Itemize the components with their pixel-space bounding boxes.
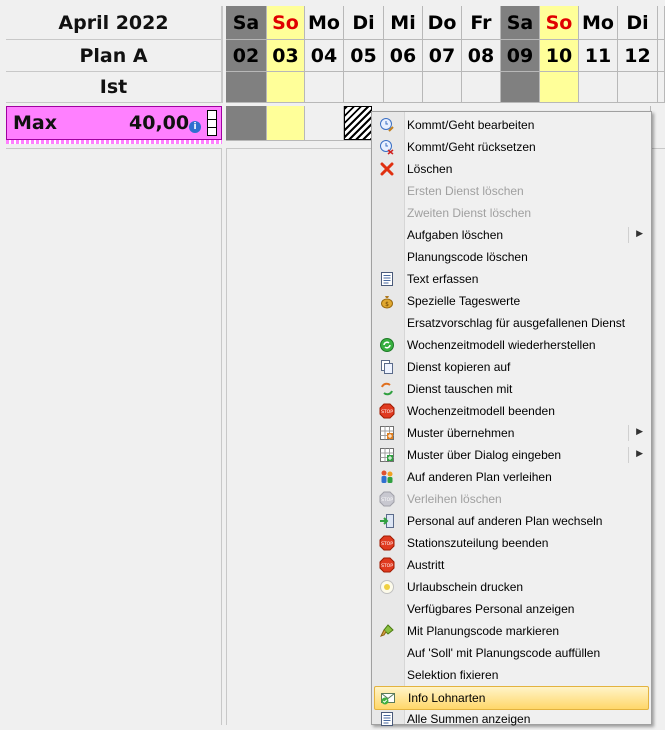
menu-item-label: Kommt/Geht bearbeiten xyxy=(407,118,535,132)
menu-item-personal-auf-anderen-plan-wechseln[interactable] xyxy=(374,510,649,532)
copy-icon xyxy=(379,359,395,375)
menu-item-label: Auf anderen Plan verleihen xyxy=(407,470,552,484)
menu-item-label: Mit Planungscode markieren xyxy=(407,624,560,638)
menu-item-löschen[interactable] xyxy=(374,158,649,180)
stop-icon xyxy=(379,403,395,419)
left-empty-area xyxy=(6,148,222,725)
day-name-cell[interactable]: Di xyxy=(618,6,658,40)
submenu-arrow-icon: ▶ xyxy=(636,448,643,458)
people-icon xyxy=(379,469,395,485)
svg-text:$: $ xyxy=(385,301,389,308)
ist-day-cell[interactable] xyxy=(579,72,618,103)
menu-item-alle-summen-anzeigen[interactable] xyxy=(374,708,649,730)
ist-day-cell[interactable] xyxy=(462,72,501,103)
employee-day-cell[interactable] xyxy=(267,106,305,140)
day-name-cell[interactable]: So xyxy=(540,6,579,40)
day-partial-cell xyxy=(658,72,665,103)
menu-item-label: Aufgaben löschen xyxy=(407,228,504,242)
day-number-cell[interactable]: 02 xyxy=(226,40,267,72)
clock-edit-icon xyxy=(379,117,395,133)
day-number-cell[interactable]: 08 xyxy=(462,40,501,72)
day-name-cell[interactable]: Di xyxy=(344,6,384,40)
money-bag-icon xyxy=(379,293,395,309)
menu-item-label: Austritt xyxy=(407,558,445,572)
menu-item-wochenzeitmodell-wiederherstellen[interactable] xyxy=(374,334,649,356)
menu-item-auf-anderen-plan-verleihen[interactable] xyxy=(374,466,649,488)
menu-item-verfügbares-personal-anzeigen[interactable] xyxy=(374,598,649,620)
day-name-cell[interactable]: Do xyxy=(423,6,462,40)
employee-day-cell[interactable] xyxy=(305,106,344,140)
menu-item-zweiten-dienst-löschen xyxy=(374,202,649,224)
day-name-cell[interactable]: Fr xyxy=(462,6,501,40)
ist-day-cell[interactable] xyxy=(384,72,423,103)
menu-item-ersatzvorschlag-für-ausgefallenen-dienst[interactable] xyxy=(374,312,649,334)
menu-item-label: Spezielle Tageswerte xyxy=(407,294,521,308)
day-partial-cell xyxy=(658,6,665,40)
menu-item-label: Auf 'Soll' mit Planungscode auffüllen xyxy=(407,646,601,660)
menu-item-urlaubschein-drucken[interactable] xyxy=(374,576,649,598)
grid-add-icon xyxy=(379,425,395,441)
day-name-cell[interactable]: Sa xyxy=(501,6,540,40)
menu-item-label: Info Lohnarten xyxy=(408,691,486,705)
employee-value: 40,00 xyxy=(129,112,190,134)
menu-item-austritt[interactable] xyxy=(374,554,649,576)
svg-text:STOP: STOP xyxy=(381,542,393,547)
menu-item-label: Ersten Dienst löschen xyxy=(407,184,524,198)
menu-item-aufgaben-löschen[interactable] xyxy=(374,224,649,246)
brush-icon xyxy=(379,623,395,639)
day-number-cell[interactable]: 07 xyxy=(423,40,462,72)
move-person-icon xyxy=(379,513,395,529)
document-text-icon xyxy=(379,271,395,287)
day-name-cell[interactable]: Mo xyxy=(305,6,344,40)
menu-item-label: Dienst kopieren auf xyxy=(407,360,511,374)
menu-item-label: Urlaubschein drucken xyxy=(407,580,524,594)
menu-item-label: Verfügbares Personal anzeigen xyxy=(407,602,575,616)
menu-item-auf-soll-mit-planungscode-auffüllen[interactable] xyxy=(374,642,649,664)
ist-day-cell[interactable] xyxy=(423,72,462,103)
ist-day-cell[interactable] xyxy=(226,72,267,103)
menu-item-label: Wochenzeitmodell beenden xyxy=(407,404,555,418)
menu-item-label: Verleihen löschen xyxy=(407,492,502,506)
submenu-separator xyxy=(628,447,629,463)
swap-icon xyxy=(379,381,395,397)
menu-item-selektion-fixieren[interactable] xyxy=(374,664,649,686)
menu-item-label: Selektion fixieren xyxy=(407,668,499,682)
ist-day-cell[interactable] xyxy=(540,72,579,103)
stop-disabled-icon xyxy=(379,491,395,507)
red-x-icon xyxy=(379,161,395,177)
sun-disc-icon xyxy=(379,579,395,595)
day-number-cell[interactable]: 12 xyxy=(618,40,658,72)
menu-item-dienst-tauschen-mit[interactable] xyxy=(374,378,649,400)
plan-label: Plan A xyxy=(6,40,222,72)
day-name-cell[interactable]: Sa xyxy=(226,6,267,40)
menu-item-kommt-geht-bearbeiten[interactable] xyxy=(374,114,649,136)
green-recycle-icon xyxy=(379,337,395,353)
day-name-cell[interactable]: So xyxy=(267,6,305,40)
menu-item-kommt-geht-rücksetzen[interactable] xyxy=(374,136,649,158)
day-partial-cell xyxy=(658,40,665,72)
menu-item-label: Wochenzeitmodell wiederherstellen xyxy=(407,338,596,352)
menu-item-label: Löschen xyxy=(407,162,453,176)
menu-item-verleihen-löschen xyxy=(374,488,649,510)
day-name-cell[interactable]: Mo xyxy=(579,6,618,40)
menu-item-label: Alle Summen anzeigen xyxy=(407,712,531,726)
grid-edit-icon xyxy=(379,447,395,463)
svg-text:STOP: STOP xyxy=(381,410,393,415)
employee-day-cell[interactable] xyxy=(650,106,665,140)
menu-item-mit-planungscode-markieren[interactable] xyxy=(374,620,649,642)
day-name-cell[interactable]: Mi xyxy=(384,6,423,40)
employee-name: Max xyxy=(13,112,57,134)
menu-item-label: Muster übernehmen xyxy=(407,426,515,440)
ist-day-cell[interactable] xyxy=(267,72,305,103)
stop-icon xyxy=(379,557,395,573)
menu-item-label: Zweiten Dienst löschen xyxy=(407,206,532,220)
menu-item-wochenzeitmodell-beenden[interactable] xyxy=(374,400,649,422)
menu-item-dienst-kopieren-auf[interactable] xyxy=(374,356,649,378)
ist-day-cell[interactable] xyxy=(344,72,384,103)
ist-day-cell[interactable] xyxy=(501,72,540,103)
employee-row-label[interactable] xyxy=(6,106,222,140)
svg-text:STOP: STOP xyxy=(381,564,393,569)
menu-item-text-erfassen[interactable] xyxy=(374,268,649,290)
submenu-arrow-icon: ▶ xyxy=(636,426,643,436)
svg-text:STOP: STOP xyxy=(381,498,393,503)
menu-item-label: Muster über Dialog eingeben xyxy=(407,448,562,462)
menu-item-label: Personal auf anderen Plan wechseln xyxy=(407,514,603,528)
menu-item-label: Text erfassen xyxy=(407,272,479,286)
menu-item-ersten-dienst-löschen xyxy=(374,180,649,202)
context-menu xyxy=(371,111,652,725)
employee-row-bottom xyxy=(226,140,372,146)
menu-item-muster-übernehmen[interactable] xyxy=(374,422,649,444)
day-number-cell[interactable]: 03 xyxy=(267,40,305,72)
month-label: April 2022 xyxy=(6,6,222,40)
menu-item-label: Kommt/Geht rücksetzen xyxy=(407,140,536,154)
envelope-check-icon xyxy=(380,690,396,706)
submenu-separator xyxy=(628,425,629,441)
clock-reset-icon xyxy=(379,139,395,155)
ist-day-cell[interactable] xyxy=(618,72,658,103)
menu-item-planungscode-löschen[interactable] xyxy=(374,246,649,268)
stop-icon xyxy=(379,535,395,551)
menu-item-spezielle-tageswerte[interactable] xyxy=(374,290,649,312)
day-number-cell[interactable]: 10 xyxy=(540,40,579,72)
menu-item-label: Planungscode löschen xyxy=(407,250,528,264)
menu-item-stationszuteilung-beenden[interactable] xyxy=(374,532,649,554)
day-number-cell[interactable]: 11 xyxy=(579,40,618,72)
submenu-separator xyxy=(628,227,629,243)
submenu-arrow-icon: ▶ xyxy=(636,228,643,238)
day-number-cell[interactable]: 05 xyxy=(344,40,384,72)
menu-item-muster-über-dialog-eingeben[interactable] xyxy=(374,444,649,466)
day-number-cell[interactable]: 04 xyxy=(305,40,344,72)
shift-block-hatched[interactable] xyxy=(344,106,372,140)
menu-item-label: Ersatzvorschlag für ausgefallenen Dienst xyxy=(407,316,626,330)
ist-label: Ist xyxy=(6,72,222,103)
menu-item-label: Stationszuteilung beenden xyxy=(407,536,549,550)
employee-day-cell[interactable] xyxy=(226,106,267,140)
menu-item-info-lohnarten[interactable] xyxy=(374,686,649,710)
day-number-cell[interactable]: 09 xyxy=(501,40,540,72)
row-handle-icon[interactable] xyxy=(207,110,217,136)
menu-item-label: Dienst tauschen mit xyxy=(407,382,513,396)
ist-day-cell[interactable] xyxy=(305,72,344,103)
day-number-cell[interactable]: 06 xyxy=(384,40,423,72)
info-icon[interactable]: i xyxy=(189,121,201,133)
employee-row-stripe xyxy=(6,140,222,144)
